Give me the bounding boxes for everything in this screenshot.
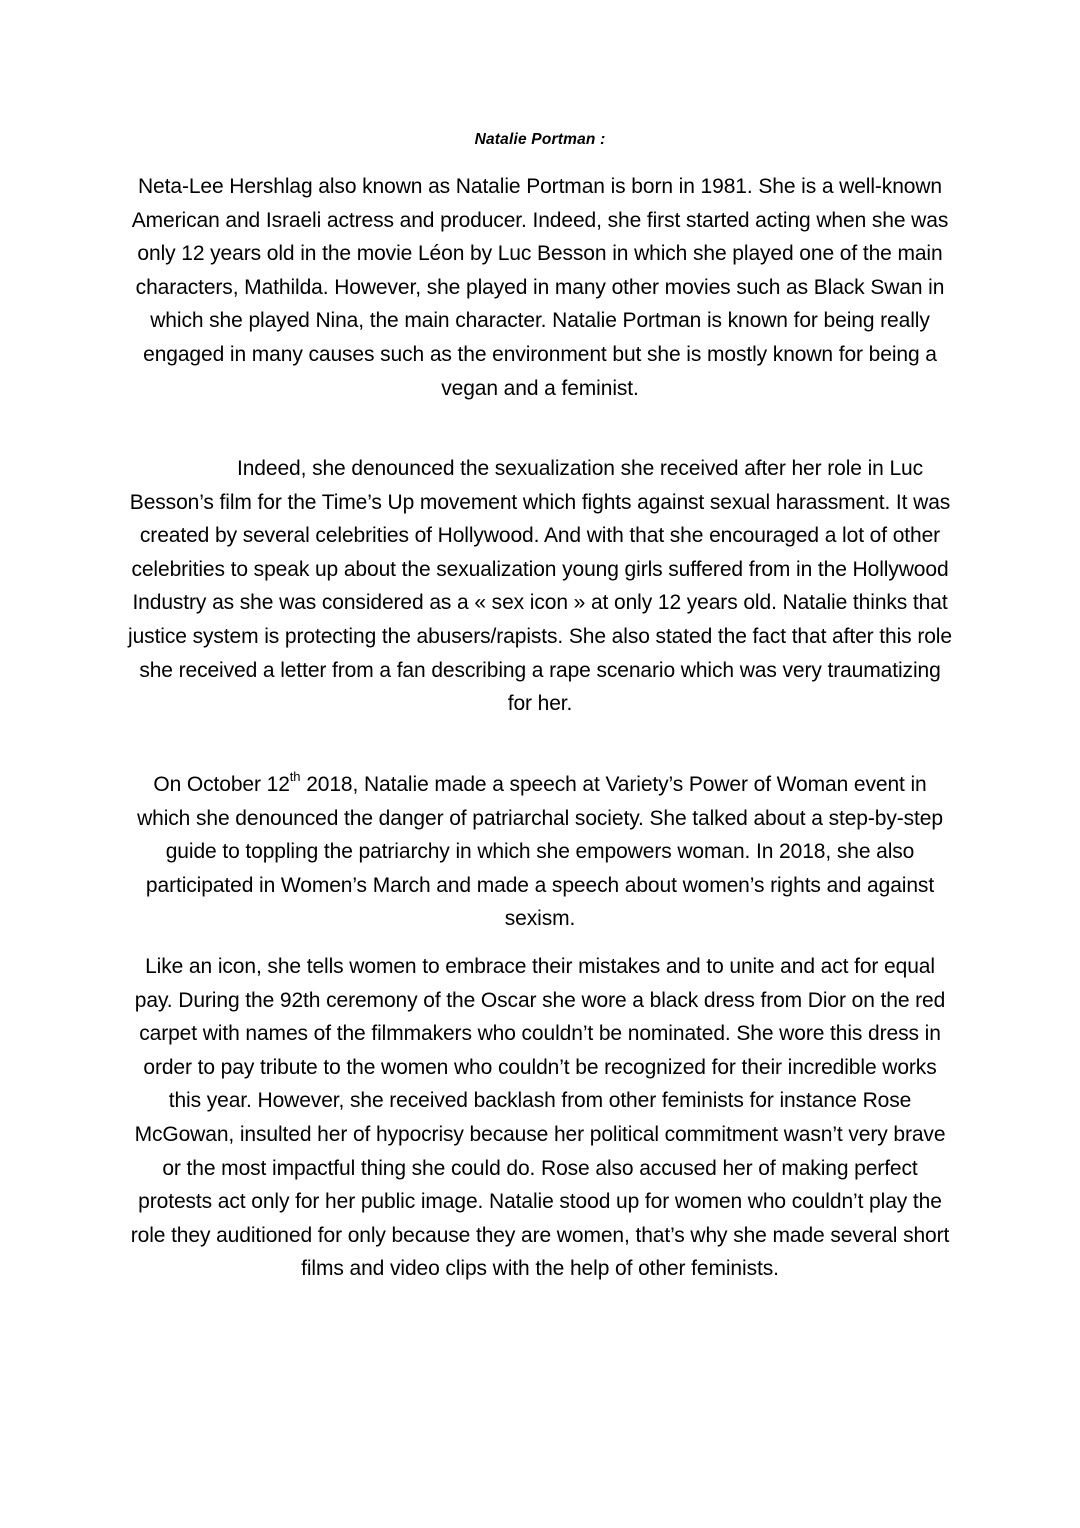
paragraph-speech-start: On October 12 [153,773,290,796]
ordinal-superscript: th [289,769,301,784]
paragraph-biography: Neta-Lee Hershlag also known as Natalie Portman is born in 1981. She is a well-known American and Israeli actress and producer. Indeed, she first started acting when she was only 12 years old in the movie Léon by Luc Besson in which she played one of the main characters, Mathilda. However, she played in many other movies such as Black Swan in which she played Nina, the main character. Natalie Portman is known for being really engaged in many causes such as the environment but she is mostly known for being a vegan and a feminist. [131,175,949,400]
paragraph-times-up: Indeed, she denounced the sexualization she received after her role in Luc Besson’s film for the Time’s Up movement which fights against sexual harassment. It was created by several celebrities of Hollywood. And with that she encouraged a lot of other celebrities to speak up about the sexualization young girls suffered from in the Hollywood Industry as she was considered as a « sex icon » at only 12 years old. Natalie thinks that justice system is protecting the abusers/rapists. She also stated the fact that after this role she received a letter from a fan describing a rape scenario which was very traumatizing for her. [128,457,952,716]
paragraph-speech-rest: 2018, Natalie made a speech at Variety’s Power of Woman event in which she denounced the danger of patriarchal society. She talked about a step-by-step guide to toppling the patriarchy in which she empowers woman. In 2018, she also participated in Women’s March and made a speech about women’s rights and against sexism. [137,773,943,931]
paragraph-speech [128,768,952,936]
paragraph-oscar: Like an icon, she tells women to embrace their mistakes and to unite and act for equal pay. During the 92th ceremony of the Oscar she wore a black dress from Dior on the red carpet with names of the filmmakers who couldn’t be nominated. She wore this dress in order to pay tribute to the women who couldn’t be recognized for their incredible works this year. However, she received backlash from other feminists for instance Rose McGowan, insulted her of hypocrisy because her political commitment wasn’t very brave or the most impactful thing she could do. Rose also accused her of making perfect protests act only for her public image. Natalie stood up for women who couldn’t play the role they auditioned for only because they are women, that’s why she made several short films and video clips with the help of other feminists. [130,955,950,1281]
document-title: Natalie Portman : [474,131,606,148]
